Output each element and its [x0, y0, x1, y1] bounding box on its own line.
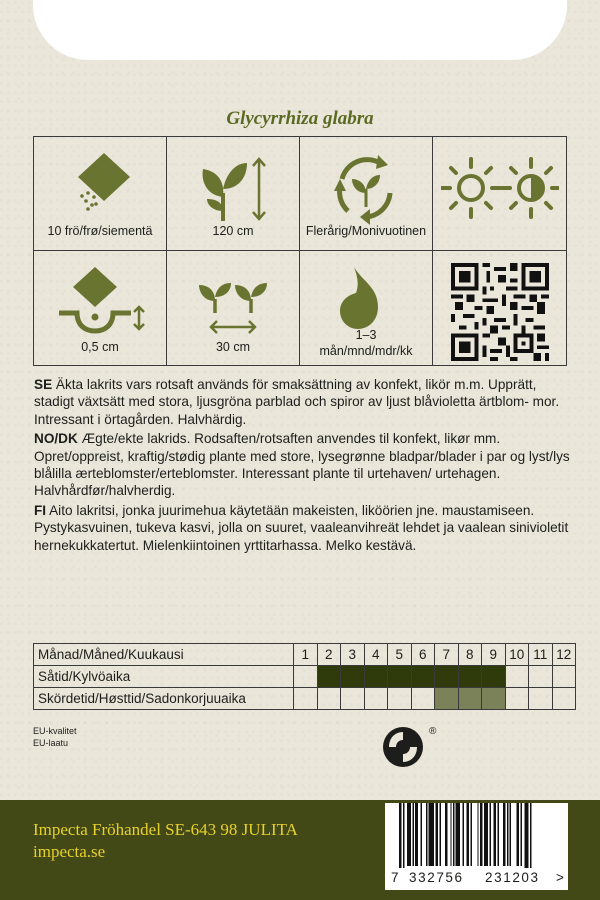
month-9: 9: [482, 644, 506, 666]
plant-height-icon: [193, 149, 273, 229]
perennial-cycle-icon: [326, 149, 406, 229]
barcode-first-digit: 7: [391, 870, 399, 885]
icon-grid: [33, 136, 567, 366]
month-4: 4: [364, 644, 388, 666]
harvest-month-8: [458, 688, 482, 710]
sowing-month-6: [411, 666, 435, 688]
spacing-cell: [167, 251, 300, 365]
sowing-month-5: [388, 666, 412, 688]
sowing-month-9: [482, 666, 506, 688]
month-7: 7: [435, 644, 459, 666]
hanger-cutout: [33, 0, 567, 60]
green-dot-recycling-icon: [381, 724, 437, 770]
germination-label-2: mån/mnd/mdr/kk: [319, 344, 413, 358]
seeds-cell: [34, 137, 167, 251]
company-address: Impecta Fröhandel SE-643 98 JULITA: [33, 820, 298, 839]
qr-cell: [433, 251, 566, 365]
month-12: 12: [552, 644, 576, 666]
month-6: 6: [411, 644, 435, 666]
description-no: [34, 430, 570, 500]
sun-cell: [433, 137, 566, 251]
lang-label-fi: FI: [34, 502, 47, 518]
seed-packet-icon: [60, 149, 140, 229]
month-11: 11: [529, 644, 553, 666]
eu-quality-note: [33, 725, 77, 749]
eu-quality-sv: EU-kvalitet: [33, 726, 77, 736]
month-1: 1: [294, 644, 318, 666]
height-cell: [167, 137, 300, 251]
seeds-label: 10 frö/frø/siementä: [47, 224, 153, 238]
month-10: 10: [505, 644, 529, 666]
description-fi-text: Aito lakritsi, jonka juurimehua käytetään makeisten, liköörien jne. maustamiseen. Pystykasvuinen, tukeva kasvi, jolla on suuret, vaaleanvihreät lehdet ja vaalean sinivioletit hernekukkatertut. Mielenkiintoinen yrttitarhassa. Melko kestävä.: [34, 502, 569, 553]
sowing-month-3: [341, 666, 365, 688]
calendar-header-row: [34, 644, 576, 666]
species-name: Glycyrrhiza glabra: [226, 108, 374, 129]
description-no-text: Ægte/ekte lakrids. Rodsaften/rotsaften anvendes til konfekt, likør mm. Opret/oppreist, kraftig/stødig plante med store, lysegrønne bladpar/blader i par og lyst/lys blålilla ærteblomster/erteblomster. Interessant plante til urtehaven/ urtehagen. Halvhårdfør/halvherdig.: [34, 431, 570, 499]
sowing-month-8: [458, 666, 482, 688]
height-label: 120 cm: [212, 224, 254, 238]
sowing-label: Såtid/Kylvöaika: [34, 666, 294, 688]
sowing-row: [34, 666, 576, 688]
depth-cell: [34, 251, 167, 365]
spacing-label: 30 cm: [215, 340, 251, 354]
barcode-left-group: 332756: [409, 870, 464, 885]
month-3: 3: [341, 644, 365, 666]
description-se-text: Äkta lakrits vars rotsaft används för smaksättning av konfekt, likör m.m. Upprätt, stadigt växtsätt med stora, ljusgröna parblad och spiror av ljust blåvioletta ärtblom- mor. Intressant i örtagården. Halvhärdig.: [34, 377, 560, 427]
germination-label-1: 1–3: [355, 328, 377, 342]
sowing-month-7: [435, 666, 459, 688]
description-fi: [34, 502, 570, 554]
registered-mark: ®: [429, 726, 437, 737]
full-sun-and-half-shade-icon: [441, 153, 559, 223]
harvest-month-1: [294, 688, 318, 710]
sowing-depth-icon: [55, 263, 145, 343]
sowing-month-1: [294, 666, 318, 688]
harvest-month-3: [341, 688, 365, 710]
barcode-right-group: 231203: [485, 870, 540, 885]
harvest-month-2: [317, 688, 341, 710]
month-8: 8: [458, 644, 482, 666]
germination-time-icon: [326, 263, 406, 333]
sowing-month-4: [364, 666, 388, 688]
lang-label-no-dk: NO/DK: [34, 431, 78, 447]
lifespan-label: Flerårig/Monivuotinen: [305, 224, 427, 238]
sowing-month-12: [552, 666, 576, 688]
calendar-header: Månad/Måned/Kuukausi: [34, 644, 294, 666]
month-2: 2: [317, 644, 341, 666]
sowing-month-11: [529, 666, 553, 688]
lang-label-se: SE: [34, 377, 53, 392]
sowing-month-10: [505, 666, 529, 688]
harvest-month-4: [364, 688, 388, 710]
harvest-month-7: [435, 688, 459, 710]
harvest-row: [34, 688, 576, 710]
description-se: [34, 376, 570, 428]
lifespan-cell: [300, 137, 433, 251]
sowing-calendar: [33, 643, 576, 710]
depth-label: 0,5 cm: [81, 340, 119, 354]
eu-quality-fi: EU-laatu: [33, 738, 69, 748]
sowing-month-2: [317, 666, 341, 688]
harvest-month-11: [529, 688, 553, 710]
plant-spacing-icon: [193, 263, 273, 343]
harvest-month-12: [552, 688, 576, 710]
harvest-month-10: [505, 688, 529, 710]
description-block: [34, 376, 570, 556]
company-website: impecta.se: [33, 842, 106, 861]
harvest-month-5: [388, 688, 412, 710]
barcode-number: [385, 868, 568, 890]
barcode-icon: [385, 803, 568, 870]
barcode-end-mark: >: [556, 870, 565, 885]
qr-code-icon[interactable]: [451, 263, 549, 361]
harvest-month-6: [411, 688, 435, 710]
month-5: 5: [388, 644, 412, 666]
germination-cell: [300, 251, 433, 365]
harvest-month-9: [482, 688, 506, 710]
harvest-label: Skördetid/Høsttid/Sadonkorjuuaika: [34, 688, 294, 710]
